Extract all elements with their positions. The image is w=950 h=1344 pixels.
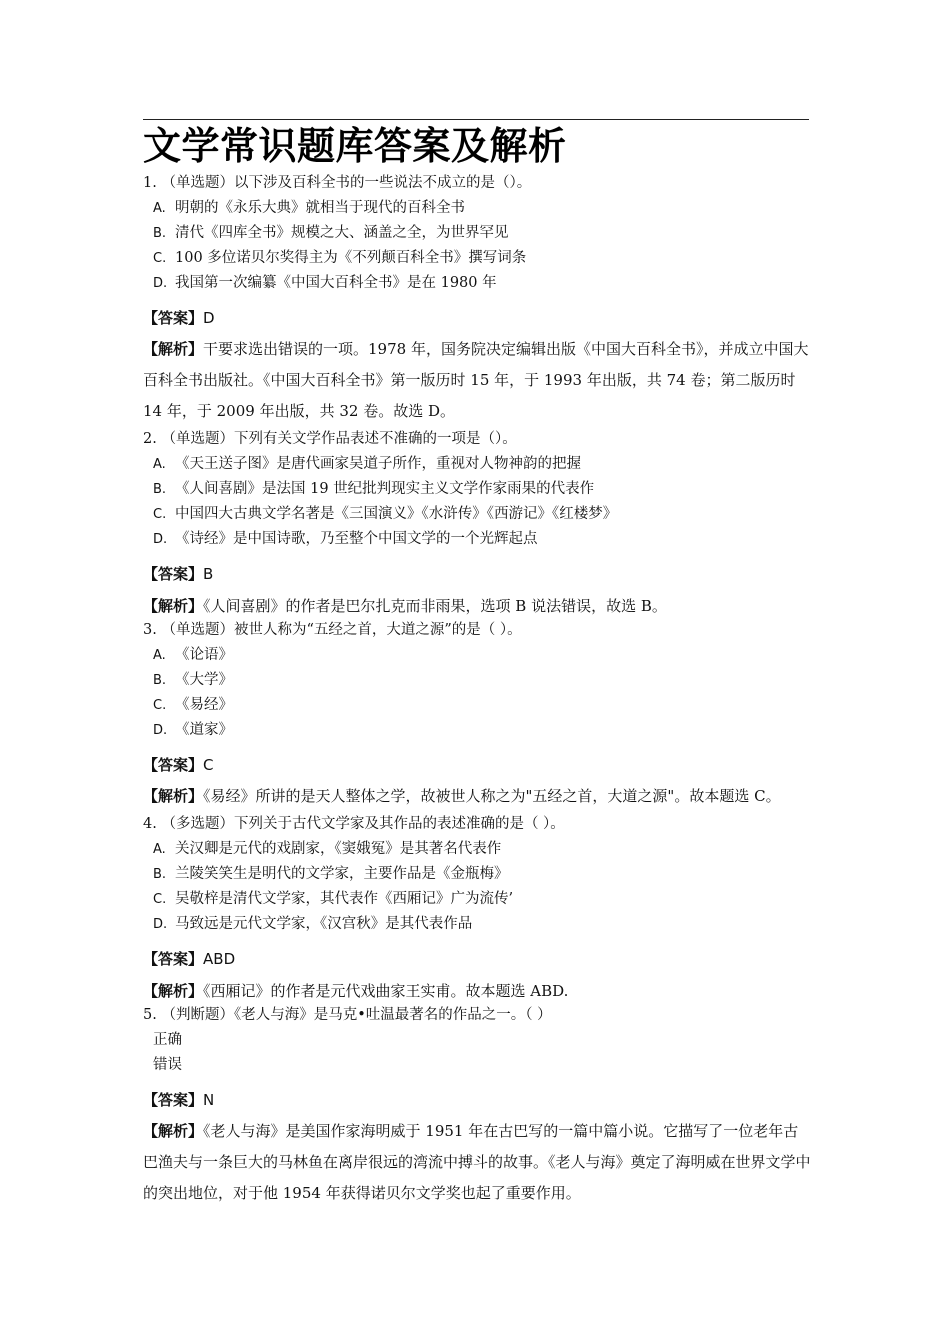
option-text: 关汉卿是元代的戏剧家，《窦娥冤》是其著名代表作 [175,841,502,857]
option-letter: A. [153,842,166,857]
explanation [143,1116,813,1209]
option-letter: B. [153,673,167,688]
explanation-label: 【解析】 [143,787,204,805]
option-text: 马致远是元代文学家，《汉宫秋》是其代表作品 [175,916,473,932]
option-text: 错误 [153,1057,182,1073]
header-rule [143,119,809,120]
explanation [143,334,813,427]
answer-line [143,302,813,334]
option-b [143,221,813,246]
answer-value: ABD [203,950,236,968]
option-text: 《道家》 [175,722,233,738]
option-letter: C. [153,892,167,907]
explanation [143,781,813,812]
answer-label: 【答案】 [143,756,204,774]
answer-value: N [203,1091,215,1109]
option-b [143,862,813,887]
option-letter: D. [153,276,168,291]
answer-label: 【答案】 [143,309,204,327]
option-b [143,477,813,502]
option-c [143,502,813,527]
option-text: 兰陵笑笑生是明代的文学家，主要作品是《金瓶梅》 [175,866,509,882]
option-text: 《大学》 [175,672,233,688]
option-letter: B. [153,226,167,241]
page-title: 文学常识题库答案及解析 [143,124,567,168]
option-text: 我国第一次编纂《中国大百科全书》是在 1980 年 [175,275,497,291]
option-d [143,271,813,296]
explanation-label: 【解析】 [143,1122,204,1140]
option-text: 《论语》 [175,647,233,663]
answer-value: B [203,565,214,583]
option-letter: B. [153,482,167,497]
option-letter: C. [153,698,167,713]
question-stem: 5. （判断题）《老人与海》是马克•吐温最著名的作品之一。（ ） [143,1007,552,1023]
option-letter: B. [153,867,167,882]
document-body [143,121,813,1209]
question-stem: 1. （单选题）以下涉及百科全书的一些说法不成立的是（）。 [143,175,532,191]
question-stem: 2. （单选题）下列有关文学作品表述不准确的一项是（）。 [143,431,517,447]
option-text: 《天王送子图》是唐代画家吴道子所作，重视对人物神韵的把握 [175,456,581,472]
answer-label: 【答案】 [143,1091,204,1109]
option-letter: C. [153,251,167,266]
question-1 [143,171,813,427]
explanation [143,979,813,1003]
option-text: 吴敬梓是清代文学家，其代表作《西厢记》广为流传’ [175,891,514,907]
question-5 [143,1003,813,1209]
explanation-text: 《西厢记》的作者是元代戏曲家王实甫。故本题选 ABD. [203,982,569,1000]
option-a [143,196,813,221]
question-3 [143,618,813,812]
option-letter: C. [153,507,167,522]
option-a [143,452,813,477]
explanation-label: 【解析】 [143,340,204,358]
answer-line [143,558,813,590]
question-stem: 3. （单选题）被世人称为“五经之首，大道之源”的是（ ）。 [143,622,522,638]
explanation [143,594,813,618]
option-letter: D. [153,723,168,738]
option-d [143,718,813,743]
option-text: 《易经》 [175,697,233,713]
option-a [143,643,813,668]
option-false [143,1053,813,1078]
option-true [143,1028,813,1053]
explanation-text: 《易经》所讲的是天人整体之学，故被世人称之为"五经之首，大道之源"。故本题选 C。 [203,787,781,805]
answer-label: 【答案】 [143,950,204,968]
option-text: 100 多位诺贝尔奖得主为《不列颠百科全书》撰写词条 [175,250,527,266]
option-letter: D. [153,917,168,932]
explanation-text: 干要求选出错误的一项。1978 年，国务院决定编辑出版《中国大百科全书》，并成立中国大百科全书出版社。《中国大百科全书》第一版历时 15 年，于 1993 年出版，共 74 卷；第二版历时 14 年，于 2009 年出版，共 32 卷。故选 D。 [143,340,809,420]
option-d [143,912,813,937]
option-text: 正确 [153,1032,182,1048]
option-text: 清代《四库全书》规模之大、涵盖之全，为世界罕见 [175,225,509,241]
answer-line [143,749,813,781]
option-text: 《诗经》是中国诗歌，乃至整个中国文学的一个光辉起点 [175,531,538,547]
option-text: 中国四大古典文学名著是《三国演义》《水浒传》《西游记》《红楼梦》 [175,506,618,522]
explanation-text: 《老人与海》是美国作家海明威于 1951 年在古巴写的一篇中篇小说。它描写了一位老年古巴渔夫与一条巨大的马林鱼在离岸很远的湾流中搏斗的故事。《老人与海》奠定了海明威在世界文学中的突出地位，对于他 1954 年获得诺贝尔文学奖也起了重要作用。 [143,1122,811,1202]
explanation-label: 【解析】 [143,597,204,615]
option-letter: A. [153,457,166,472]
answer-label: 【答案】 [143,565,204,583]
explanation-label: 【解析】 [143,982,204,1000]
option-b [143,668,813,693]
option-c [143,693,813,718]
option-letter: D. [153,532,168,547]
option-letter: A. [153,648,166,663]
option-d [143,527,813,552]
question-stem: 4. （多选题）下列关于古代文学家及其作品的表述准确的是（ ）。 [143,816,565,832]
question-2 [143,427,813,618]
answer-value: D [203,309,215,327]
question-4 [143,812,813,1003]
option-text: 《人间喜剧》是法国 19 世纪批判现实主义文学作家雨果的代表作 [175,481,595,497]
answer-value: C [203,756,214,774]
answer-line [143,1084,813,1116]
answer-line [143,943,813,975]
option-c [143,246,813,271]
option-c [143,887,813,912]
option-a [143,837,813,862]
explanation-text: 《人间喜剧》的作者是巴尔扎克而非雨果，选项 B 说法错误，故选 B。 [203,597,667,615]
option-text: 明朝的《永乐大典》就相当于现代的百科全书 [175,200,465,216]
option-letter: A. [153,201,166,216]
